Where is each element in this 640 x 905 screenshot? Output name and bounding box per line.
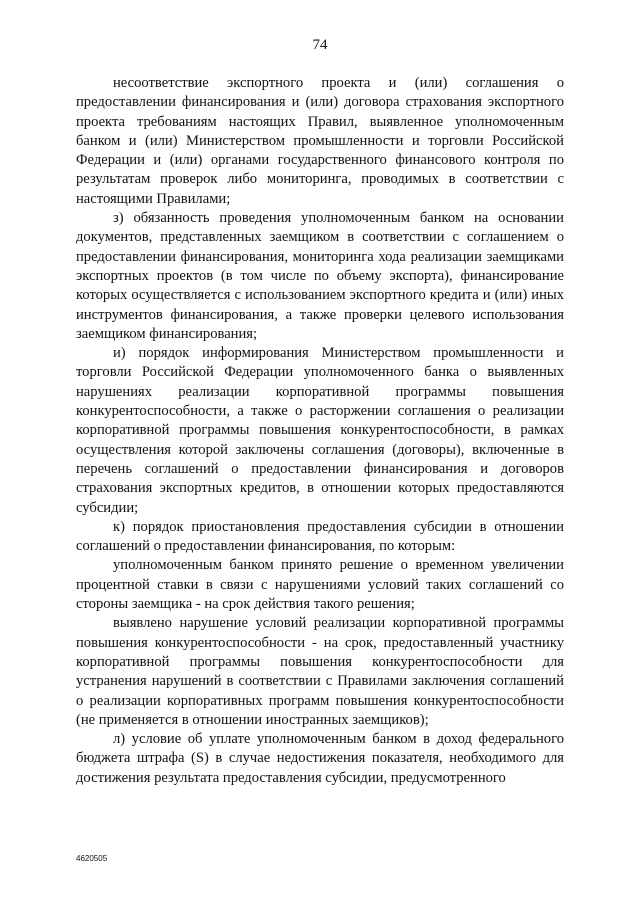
page-number: 74 [312, 37, 328, 53]
document-code: 4620505 [76, 854, 108, 863]
paragraph-item-l: л) условие об уплате уполномоченным банком в доход федерального бюджета штрафа (S) в случае недостижения показателя, необходимого для достижения результата предоставления субсидии, предусмотренного [76, 731, 564, 786]
paragraph-subitem-program-violation: выявлено нарушение условий реализации корпоративной программы повышения конкурентоспособности - на срок, предоставленный участнику корпоративной программы повышения конкурентоспособности для устранения нарушений в соответствии с Правилами заключения соглашений о реализации корпоративных программ повышения конкурентоспособности (не применяется в отношении иностранных заемщиков); [76, 615, 564, 728]
paragraph-item-z: з) обязанность проведения уполномоченным банком на основании документов, представленных заемщиком в соответствии с соглашением о предоставлении финансирования, мониторинга хода реализации заемщиками экспортных проектов (в том числе по объему экспорта), финансирование которых осуществляется с использованием экспортного кредита и (или) иных инструментов финансирования, а также проверки целевого использования заемщиком финансирования; [76, 210, 564, 342]
paragraph-item-i: и) порядок информирования Министерством промышленности и торговли Российской Федерации уполномоченного банка о выявленных нарушениях реализации корпоративной программы повышения конкурентоспособности, а также о расторжении соглашения о реализации корпоративной программы повышения конкурентоспособности, в рамках осуществления которой заключены соглашения (договоры), включенные в перечень соглашений о предоставлении финансирования и договоров страхования экспортных кредитов, в отношении которых предоставляются субсидии; [76, 345, 564, 516]
paragraph-subitem-rate-increase: уполномоченным банком принято решение о временном увеличении процентной ставки в связи с нарушениями условий таких соглашений со стороны заемщика - на срок действия такого решения; [76, 557, 564, 613]
document-body [76, 74, 564, 788]
paragraph-item-k: к) порядок приостановления предоставления субсидии в отношении соглашений о предоставлении финансирования, по которым: [76, 518, 564, 555]
paragraph-continuation: несоответствие экспортного проекта и (или) соглашения о предоставлении финансирования и (или) договора страхования экспортного проекта требованиям настоящих Правил, выявленное уполномоченным банком и (или) Министерством промышленности и торговли Российской Федерации и (или) органами государственного финансового контроля по результатам проверок либо мониторинга, проводимых в соответствии с настоящими Правилами; [76, 75, 564, 207]
